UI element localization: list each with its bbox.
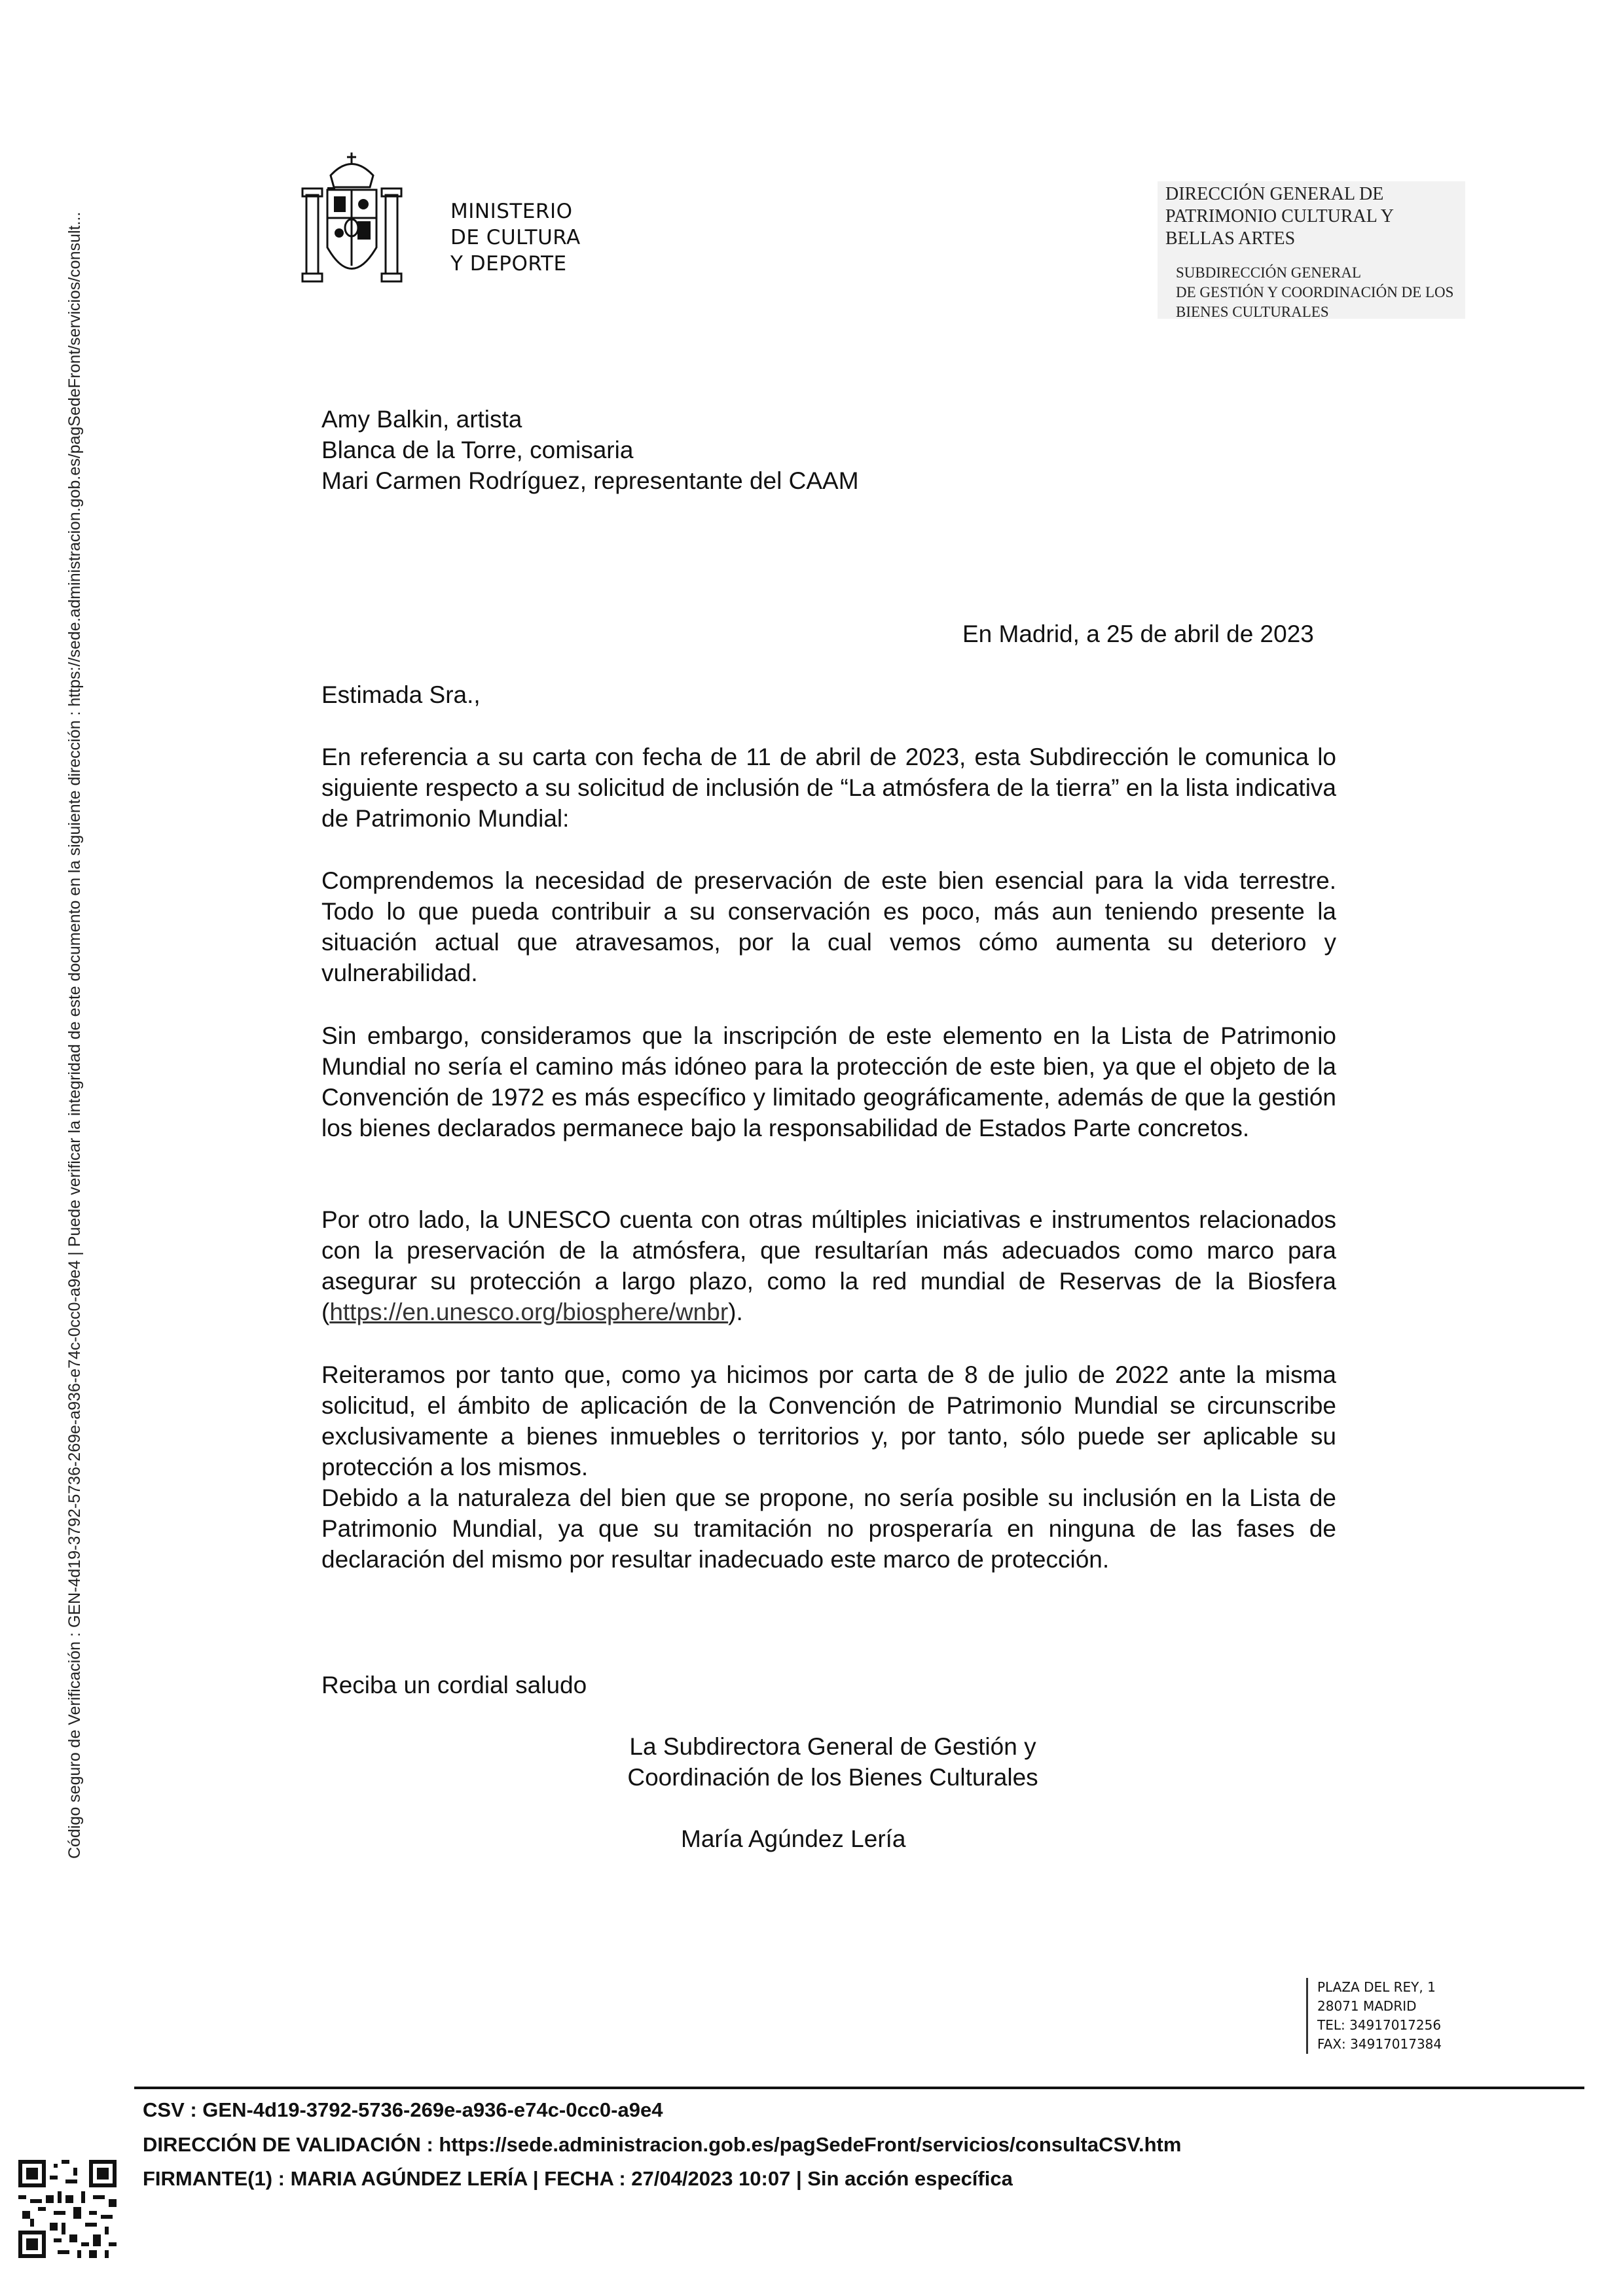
- subdirectorate-line: BIENES CULTURALES: [1176, 304, 1329, 320]
- recipient-line: Blanca de la Torre, comisaria: [321, 437, 634, 463]
- body-paragraph-1: En referencia a su carta con fecha de 11 de abril de 2023, esta Subdirección le comunica lo siguiente respecto a su solicitud de inclusión de “La atmósfera de la tierra” en la lista indicativa de Patrimonio Mundial:: [321, 744, 1336, 832]
- address-line: TEL: 34917017256: [1317, 2017, 1442, 2033]
- subdirectorate-title: [1176, 263, 1453, 322]
- subdirectorate-line: DE GESTIÓN Y COORDINACIÓN DE LOS: [1176, 284, 1454, 300]
- greeting: Estimada Sra.,: [321, 681, 481, 708]
- footer-signer: FIRMANTE(1) : MARIA AGÚNDEZ LERÍA | FECHA : 27/04/2023 10:07 | Sin acción específica: [143, 2167, 1013, 2190]
- biosphere-link[interactable]: https://en.unesco.org/biosphere/wnbr: [329, 1299, 729, 1325]
- directorate-line: PATRIMONIO CULTURAL Y: [1165, 206, 1395, 226]
- date-line: En Madrid, a 25 de abril de 2023: [962, 620, 1314, 647]
- signer-role-line: La Subdirectora General de Gestión y: [629, 1733, 1036, 1760]
- signer-name: María Agúndez Lería: [681, 1825, 906, 1852]
- body-paragraph-2: Comprendemos la necesidad de preservación de este bien esencial para la vida terrestre. Todo lo que pueda contribuir a su conservación es poco, más aun teniendo presente la situación actual que atravesamos, por la cual vemos cómo aumenta su deterioro y vulnerabilidad.: [321, 867, 1336, 986]
- ministry-line: MINISTERIO: [450, 200, 573, 223]
- footer-validation: DIRECCIÓN DE VALIDACIÓN : https://sede.administracion.gob.es/pagSedeFront/servicios/consultaCSV.htm: [143, 2133, 1182, 2156]
- address-line: 28071 MADRID: [1317, 1998, 1417, 2014]
- directorate-line: DIRECCIÓN GENERAL DE: [1165, 184, 1384, 204]
- body-paragraph-3: Sin embargo, consideramos que la inscripción de este elemento en la Lista de Patrimonio Mundial no sería el camino más idóneo para la protección de este bien, ya que el objeto de la Convención de 1972 es más específico y limitado geográficamente, además de que la gestión los bienes declarados permanece bajo la responsabilidad de Estados Parte concretos.: [321, 1022, 1336, 1141]
- paragraph-text: Por otro lado, la UNESCO cuenta con otras múltiples iniciativas e instrumentos relacionados con la preservación de la atmósfera, que resultarían más adecuados como marco para asegurar su protección a largo plazo, como la red mundial de Reservas de la Biosfera (: [321, 1206, 1336, 1325]
- side-verification-text: Código seguro de Verificación : GEN-4d19-3792-5736-269e-a936-e74c-0cc0-a9e4 | Puede verificar la integridad de este documento en la siguiente dirección : https://sede.administracion.gob.es/pagSedeFront/servicios/consult...: [65, 211, 84, 1859]
- paragraph-text: ).: [728, 1299, 743, 1325]
- ministry-name: [450, 198, 581, 277]
- body-paragraph-6: Debido a la naturaleza del bien que se propone, no sería posible su inclusión en la Lista de Patrimonio Mundial, ya que su tramitación no prosperaría en ninguna de las fases de declaración del mismo por resultar inadecuado este marco de protección.: [321, 1484, 1336, 1573]
- footer-csv: CSV : GEN-4d19-3792-5736-269e-a936-e74c-0cc0-a9e4: [143, 2098, 663, 2121]
- body-paragraph-5: Reiteramos por tanto que, como ya hicimos por carta de 8 de julio de 2022 ante la misma solicitud, el ámbito de aplicación de la Convención de Patrimonio Mundial se circunscribe exclusivamente a bienes inmuebles o territorios y, por tanto, sólo puede ser aplicable su protección a los mismos.: [321, 1361, 1336, 1480]
- coat-of-arms-logo: [301, 149, 403, 295]
- footer-divider: [134, 2087, 1584, 2089]
- qr-code-icon: [18, 2160, 117, 2258]
- signer-role-line: Coordinación de los Bienes Culturales: [627, 1764, 1038, 1791]
- subdirectorate-line: SUBDIRECCIÓN GENERAL: [1176, 264, 1362, 281]
- body-paragraph-4: [321, 1204, 1336, 1327]
- recipient-line: Mari Carmen Rodríguez, representante del CAAM: [321, 467, 859, 494]
- address-line: FAX: 34917017384: [1317, 2036, 1442, 2052]
- ministry-line: Y DEPORTE: [450, 252, 567, 276]
- directorate-title: [1165, 183, 1394, 250]
- directorate-line: BELLAS ARTES: [1165, 228, 1296, 249]
- closing-line: Reciba un cordial saludo: [321, 1672, 587, 1698]
- address-block: [1306, 1978, 1442, 2054]
- ministry-line: DE CULTURA: [450, 226, 581, 249]
- recipients-block: [321, 404, 859, 496]
- recipient-line: Amy Balkin, artista: [321, 406, 522, 433]
- signer-role: [610, 1731, 1055, 1793]
- address-line: PLAZA DEL REY, 1: [1317, 1979, 1436, 1995]
